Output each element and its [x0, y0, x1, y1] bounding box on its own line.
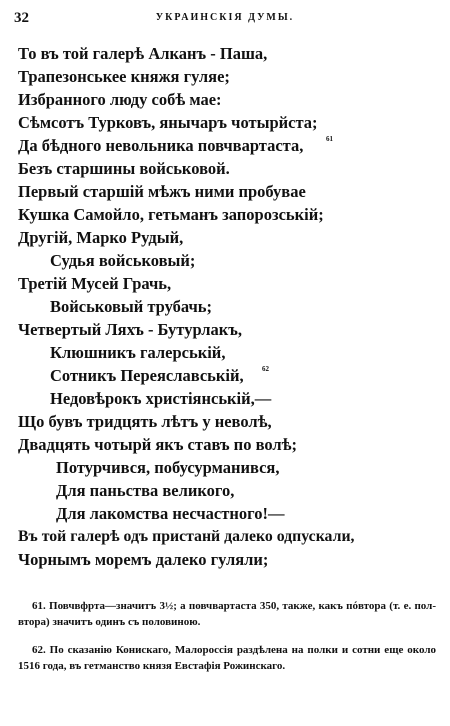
verse-line: Войськовый трубачь;	[50, 297, 213, 316]
footnote-61: 61. Повчвфрта—значитъ 3½; а повчвартаста 350, также, какъ пóвтора (т. е. пол-втора) значитъ одинъ съ половиною.	[18, 600, 436, 628]
verse-line: Безъ старшины войськовой.	[18, 159, 230, 178]
verse-line: Судья войськовый;	[50, 251, 196, 270]
verse-line: Двадцять чотырй якъ ставъ по волѣ;	[18, 435, 298, 454]
verse-line: Первый старшій мѣжъ ними пробувае	[18, 182, 306, 201]
verse-line-with-note	[18, 364, 436, 387]
page-header	[14, 10, 436, 30]
verse-line: Четвертый Ляхъ - Бутурлакъ,	[18, 320, 242, 339]
footnote-ref-62: 62	[262, 365, 269, 373]
verse-line: Другій, Марко Рудый,	[18, 228, 184, 247]
verse-line: Избранного люду собѣ мае:	[18, 90, 222, 109]
verse-line: Клюшникъ галерській,	[50, 343, 226, 362]
verse-text: Сотникъ Переяславській,	[50, 366, 244, 385]
footnote-62: 62. По сказанію Конискаго, Малороссія раздѣлена на полки и сотни еще около 1516 года, въ гетманство князя Евстафія Рожинскаго.	[18, 644, 436, 672]
footnote-ref-61: 61	[326, 135, 333, 143]
running-title: УКРАИНСКІЯ ДУМЫ.	[155, 12, 295, 23]
verse-block	[18, 42, 436, 571]
verse-line-with-note	[18, 134, 436, 157]
verse-line: Сѣмсотъ Турковъ, янычаръ чотырйста;	[18, 113, 318, 132]
verse-line: Потурчився, побусурманився,	[56, 458, 280, 477]
verse-line: Въ той галерѣ одъ пристанй далеко одпускали,	[18, 528, 355, 545]
verse-line: Для лакомства несчастного!—	[56, 504, 285, 523]
verse-line: Трапезонськее княжя гуляе;	[18, 67, 230, 86]
page-number: 32	[14, 10, 29, 26]
verse-line: Недовѣрокъ христіянській,—	[50, 389, 272, 408]
verse-line: Чорнымъ моремъ далеко гуляли;	[18, 550, 269, 569]
verse-line: Що бувъ тридцять лѣтъ у неволѣ,	[18, 412, 272, 431]
verse-line: Кушка Самойло, гетьманъ запорозській;	[18, 205, 324, 224]
verse-text: Да бѣдного невольника повчвартаста,	[18, 136, 304, 155]
verse-line: То въ той галерѣ Алканъ - Паша,	[18, 44, 268, 63]
verse-line: Третій Мусей Грачь,	[18, 274, 172, 293]
footnotes	[18, 598, 436, 686]
verse-line: Для паньства великого,	[56, 481, 235, 500]
